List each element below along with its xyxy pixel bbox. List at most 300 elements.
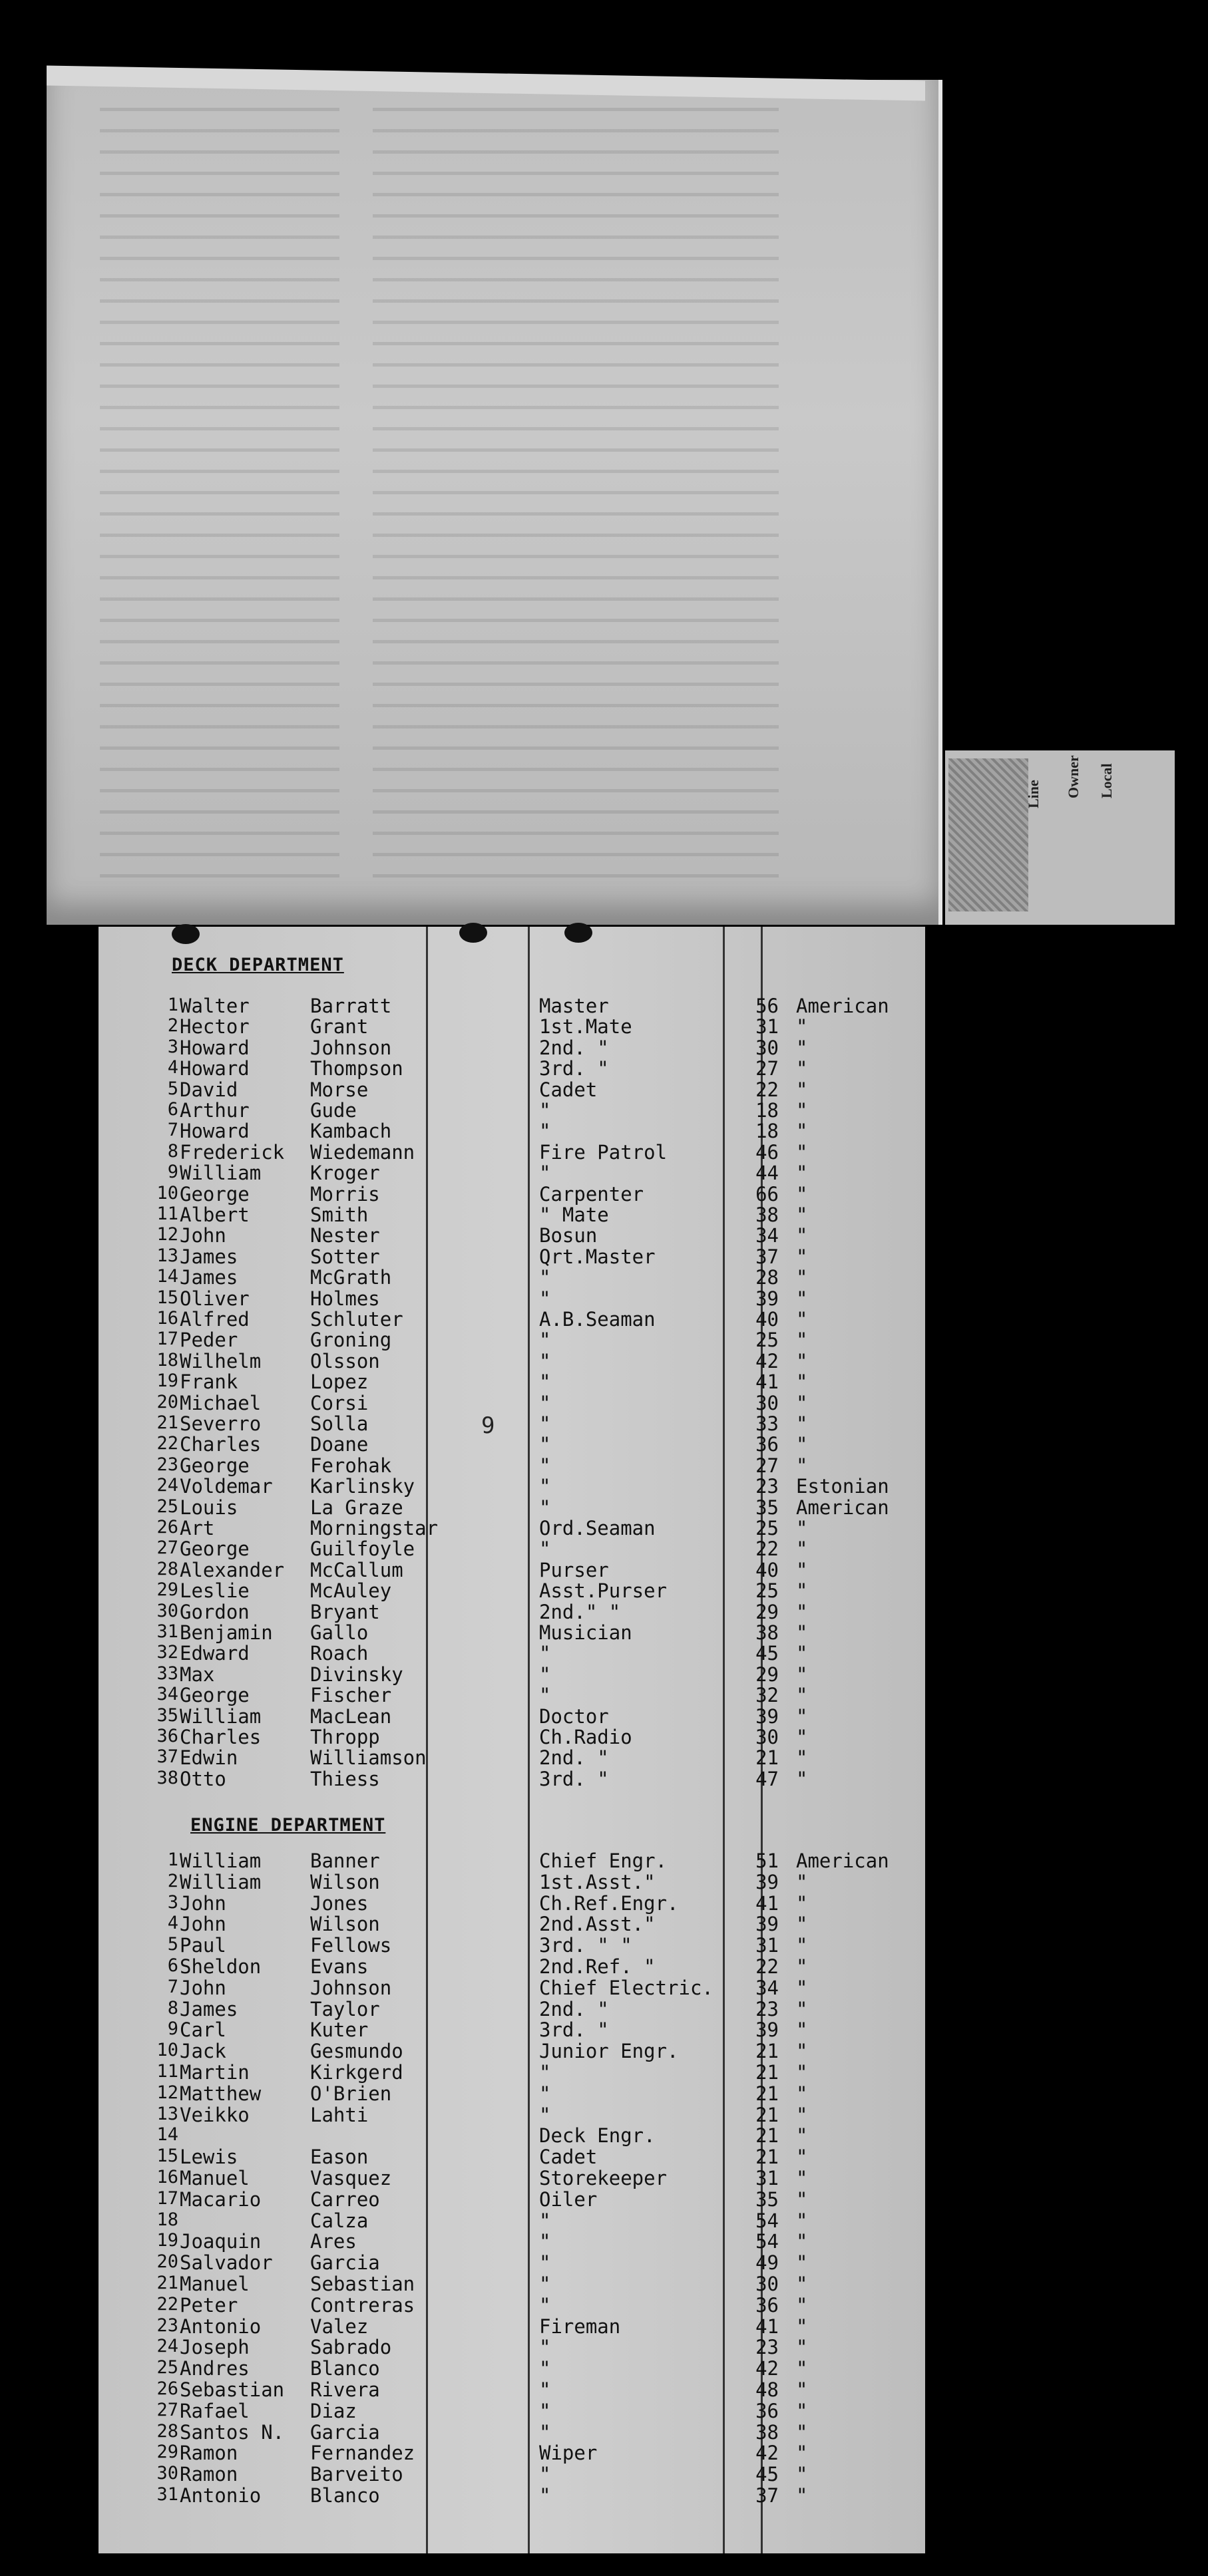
rank: " [539,1287,551,1310]
last-name: La Graze [310,1496,403,1519]
last-name: Barveito [310,2463,403,2486]
nationality: " [796,1370,808,1394]
nationality: " [796,1934,808,1957]
engine-crew-row [99,2378,925,2399]
age: 39 [755,1870,779,1893]
first-name: Benjamin [180,1621,273,1644]
age: 39 [755,2018,779,2042]
rank: 3rd. " " [539,1934,632,1957]
nationality: " [796,2357,808,2380]
nationality: " [796,2167,808,2189]
age: 66 [755,1182,779,1206]
rank: Deck Engr. [539,2124,656,2148]
age: 21 [755,2146,779,2169]
crew-number: 12 [156,1224,178,1245]
last-name: Guilfoyle [310,1537,415,1561]
deck-crew-row [99,1496,925,1517]
nationality: " [796,1579,808,1603]
age: 32 [755,1684,779,1707]
age: 39 [755,1913,779,1936]
deck-crew-row [99,1726,925,1746]
nationality: " [796,2463,808,2486]
deck-crew-row [99,1078,925,1099]
first-name: William [180,1870,262,1893]
deck-crew-row [99,1245,925,1266]
rank: " [539,2378,551,2401]
age: 46 [755,1140,779,1164]
last-name: Solla [310,1412,369,1435]
nationality: " [796,2378,808,2401]
first-name: Joaquin [180,2230,262,2253]
deck-crew-row [99,1684,925,1707]
crew-number: 21 [156,2273,178,2293]
deck-crew-row [99,1099,925,1120]
nationality: " [796,2209,808,2232]
nationality: " [796,2399,808,2422]
first-name: Alexander [180,1558,285,1581]
deck-crew-row [99,1746,925,1770]
age: 35 [755,1496,779,1519]
nationality: Estonian [796,1475,889,1498]
nationality: " [796,1266,808,1289]
engine-crew-row [99,2336,925,2359]
first-name: George [180,1537,250,1561]
last-name: Roach [310,1642,369,1665]
first-name: Voldemar [180,1475,273,1498]
first-name: Antonio [180,2484,262,2507]
rank: " [539,1329,551,1352]
last-name: Wiedemann [310,1140,415,1164]
first-name: Louis [180,1496,238,1519]
rank: " [539,2209,551,2232]
age: 47 [755,1767,779,1790]
nationality: " [796,2251,808,2275]
engine-crew-row [99,2124,925,2148]
engine-crew-row [99,2061,925,2082]
crew-number: 28 [156,2420,178,2442]
stamp-mark [948,758,1028,911]
age: 23 [755,1997,779,2020]
nationality: " [796,2061,808,2084]
age: 45 [755,2463,779,2486]
deck-department-heading: DECK DEPARTMENT [172,955,344,975]
engine-crew-row [99,1998,925,2018]
bleed-through-text [506,93,705,878]
first-name: William [180,1162,262,1185]
nationality: " [796,1329,808,1352]
age: 30 [755,1036,779,1059]
deck-crew-row [99,1768,925,1788]
nationality: " [796,1057,808,1080]
crew-number: 9 [167,1162,178,1183]
crew-number: 22 [156,1433,178,1454]
rank: Musician [539,1621,632,1644]
nationality: " [796,2018,808,2042]
first-name: Hector [180,1015,250,1039]
last-name: McCallum [310,1558,403,1581]
age: 41 [755,1370,779,1394]
crew-number: 15 [156,2146,178,2167]
crew-number: 1 [167,1850,178,1870]
age: 42 [755,2357,779,2380]
nationality: American [796,995,889,1017]
crew-number: 34 [156,1684,178,1705]
nationality: " [796,1349,808,1372]
last-name: Garcia [310,2420,380,2444]
crew-number: 14 [156,2124,178,2146]
rank: " [539,1120,551,1143]
nationality: " [796,1308,808,1331]
rank: Ch.Ref.Engr. [539,1891,679,1915]
nationality: " [796,1412,808,1435]
age: 21 [755,2061,779,2084]
first-name: John [180,1913,226,1936]
nationality: " [796,2103,808,2126]
age: 38 [755,1204,779,1226]
rank: " [539,2484,551,2507]
crew-number: 8 [167,1997,178,2018]
engine-crew-row [99,1892,925,1913]
first-name: Frederick [180,1140,285,1164]
last-name: Nester [310,1224,380,1247]
first-name: George [180,1454,250,1477]
first-name: Walter [180,995,250,1017]
deck-crew-row [99,1663,925,1684]
crew-number: 19 [156,1370,178,1392]
rank: " [539,1099,551,1122]
last-name: Taylor [310,1997,380,2020]
deck-crew-row [99,1224,925,1245]
last-name: Lopez [310,1370,369,1394]
rank: " [539,1475,551,1498]
nationality: " [796,1642,808,1665]
first-name: Oliver [180,1287,250,1310]
last-name: Divinsky [310,1663,403,1686]
engine-crew-row [99,2082,925,2103]
rank: " [539,2293,551,2317]
crew-number: 38 [156,1767,178,1788]
rank: 3rd. " [539,1057,609,1080]
last-name: Fischer [310,1684,392,1707]
crew-number: 5 [167,1934,178,1955]
first-name: William [180,1850,262,1872]
age: 49 [755,2251,779,2275]
last-name: Gesmundo [310,2040,403,2063]
crew-number: 20 [156,2251,178,2273]
last-name: Smith [310,1204,369,1226]
age: 44 [755,1162,779,1185]
rank: Storekeeper [539,2167,668,2189]
engine-crew-row [99,1850,925,1870]
rank: Oiler [539,2187,598,2211]
crew-number: 29 [156,1579,178,1601]
last-name: Corsi [310,1391,369,1414]
nationality: " [796,1287,808,1310]
last-name: Schluter [310,1308,403,1331]
crew-number: 13 [156,2103,178,2124]
deck-crew-row [99,1266,925,1287]
crew-number: 29 [156,2442,178,2463]
first-name: Howard [180,1120,250,1143]
age: 18 [755,1120,779,1143]
first-name: Manuel [180,2273,250,2295]
last-name: Ferohak [310,1454,392,1477]
rank: Fireman [539,2315,621,2338]
nationality: American [796,1850,889,1872]
nationality: " [796,2315,808,2338]
engine-crew-row [99,1871,925,1891]
crew-number: 11 [156,1204,178,1224]
nationality: " [796,1433,808,1456]
last-name: Sebastian [310,2273,415,2295]
last-name: Williamson [310,1746,427,1770]
crew-number: 27 [156,1537,178,1559]
rank: Ord.Seaman [539,1517,656,1539]
crew-number: 31 [156,2484,178,2505]
nationality: " [796,1913,808,1936]
age: 30 [755,2273,779,2295]
age: 23 [755,1475,779,1498]
first-name: Michael [180,1391,262,1414]
rank: " [539,2061,551,2084]
last-name: Blanco [310,2484,380,2507]
age: 38 [755,1621,779,1644]
first-name: Matthew [180,2082,262,2105]
deck-crew-row [99,1454,925,1475]
age: 27 [755,1057,779,1080]
last-name: Bryant [310,1600,380,1623]
crew-number: 19 [156,2230,178,2251]
deck-crew-row [99,1601,925,1621]
deck-crew-row [99,1475,925,1496]
crew-number: 23 [156,2315,178,2336]
crew-number: 24 [156,2336,178,2357]
last-name: O'Brien [310,2082,392,2105]
first-name: Arthur [180,1099,250,1122]
rank: Asst.Purser [539,1579,668,1603]
last-name: Contreras [310,2293,415,2317]
deck-crew-row [99,1621,925,1642]
deck-crew-row [99,995,925,1015]
nationality: " [796,1558,808,1581]
nationality: " [796,1767,808,1790]
crew-number: 15 [156,1287,178,1308]
age: 31 [755,1015,779,1039]
first-name: Sebastian [180,2378,285,2401]
deck-crew-row [99,1141,925,1162]
age: 40 [755,1308,779,1331]
last-name: Johnson [310,1976,392,1999]
deck-crew-row [99,1370,925,1394]
nationality: " [796,1621,808,1644]
first-name: Joseph [180,2336,250,2359]
rank: Carpenter [539,1182,644,1206]
last-name: Grant [310,1015,369,1039]
first-name: Art [180,1517,215,1539]
crew-number: 16 [156,1308,178,1329]
engine-crew-row [99,2357,925,2378]
crew-number: 17 [156,2187,178,2209]
rank: Doctor [539,1704,609,1728]
first-name: Max [180,1663,215,1686]
last-name: Banner [310,1850,380,1872]
crew-number: 2 [167,1870,178,1891]
first-name: Edwin [180,1746,238,1770]
crew-number: 2 [167,1015,178,1037]
nationality: " [796,2124,808,2148]
deck-crew-row [99,1204,925,1224]
rank: " [539,1642,551,1665]
age: 54 [755,2230,779,2253]
first-name: David [180,1078,238,1101]
rank: Chief Electric. [539,1976,713,1999]
crew-number: 25 [156,1496,178,1517]
age: 28 [755,1266,779,1289]
engine-crew-row [99,2463,925,2484]
last-name: Holmes [310,1287,380,1310]
nationality: " [796,1078,808,1101]
nationality: " [796,1454,808,1477]
age: 29 [755,1600,779,1623]
tab-label-line: Line [1025,780,1042,808]
nationality: " [796,1955,808,1978]
last-name: Lahti [310,2103,369,2126]
nationality: " [796,1726,808,1748]
crew-number: 24 [156,1475,178,1496]
engine-crew-row [99,2294,925,2315]
first-name: Howard [180,1036,250,1059]
first-name: William [180,1704,262,1728]
crew-number: 4 [167,1057,178,1078]
age: 23 [755,2336,779,2359]
first-name: Martin [180,2061,250,2084]
crew-number: 32 [156,1642,178,1663]
age: 37 [755,2484,779,2507]
last-name: Ares [310,2230,357,2253]
rank: Fire Patrol [539,1140,668,1164]
last-name: Morningstar [310,1517,439,1539]
last-name: McGrath [310,1266,392,1289]
first-name: Salvador [180,2251,273,2275]
engine-crew-row [99,1977,925,1997]
first-name: Lewis [180,2146,238,2169]
rank: Bosun [539,1224,598,1247]
age: 42 [755,2442,779,2465]
crew-number: 10 [156,1182,178,1204]
engine-crew-row [99,2251,925,2275]
crew-number: 23 [156,1454,178,1475]
crew-number: 11 [156,2061,178,2082]
age: 25 [755,1329,779,1352]
nationality: " [796,1120,808,1143]
engine-crew-row [99,2040,925,2063]
first-name: John [180,1891,226,1915]
age: 37 [755,1245,779,1268]
nationality: " [796,1245,808,1268]
crew-number: 14 [156,1266,178,1287]
first-name: James [180,1997,238,2020]
first-name: Sheldon [180,1955,262,1978]
rank: Wiper [539,2442,598,2465]
crew-number: 37 [156,1746,178,1768]
crew-number: 35 [156,1704,178,1726]
last-name: Garcia [310,2251,380,2275]
last-name: Kambach [310,1120,392,1143]
crew-number: 21 [156,1412,178,1433]
bleed-through-text [373,93,506,878]
rank: Cadet [539,2146,598,2169]
age: 22 [755,1078,779,1101]
deck-crew-row [99,1350,925,1370]
crew-number: 12 [156,2082,178,2103]
nationality: " [796,1391,808,1414]
last-name: Gude [310,1099,357,1122]
age: 30 [755,1391,779,1414]
rank: A.B.Seaman [539,1308,656,1331]
deck-crew-row [99,1287,925,1308]
last-name: Thiess [310,1767,380,1790]
nationality: " [796,1036,808,1059]
age: 51 [755,1850,779,1872]
first-name: Frank [180,1370,238,1394]
punch-hole [459,923,487,943]
nationality: " [796,1015,808,1039]
last-name: Rivera [310,2378,380,2401]
rank: " [539,1266,551,1289]
age: 42 [755,1349,779,1372]
last-name: Carreo [310,2187,380,2211]
first-name: Wilhelm [180,1349,262,1372]
deck-crew-row [99,1015,925,1039]
age: 48 [755,2378,779,2401]
last-name: Vasquez [310,2167,392,2189]
engine-crew-row [99,2167,925,2187]
nationality: " [796,1663,808,1686]
deck-crew-row [99,1579,925,1603]
first-name: John [180,1976,226,1999]
last-name: Eason [310,2146,369,2169]
crew-number: 26 [156,2378,178,2399]
rank: " [539,1537,551,1561]
rank: " [539,1412,551,1435]
crew-number: 9 [167,2018,178,2040]
punch-hole [172,924,200,944]
nationality: " [796,1600,808,1623]
first-name: George [180,1684,250,1707]
first-name: Antonio [180,2315,262,2338]
rank: " [539,1162,551,1185]
deck-crew-row [99,1162,925,1185]
crew-number: 8 [167,1140,178,1162]
first-name: Otto [180,1767,226,1790]
nationality: " [796,1099,808,1122]
last-name: Kroger [310,1162,380,1185]
age: 36 [755,1433,779,1456]
rank: " [539,1663,551,1686]
age: 25 [755,1517,779,1539]
last-name: Kirkgerd [310,2061,403,2084]
nationality: " [796,1162,808,1185]
engine-crew-row [99,2273,925,2293]
deck-crew-row [99,1329,925,1352]
engine-crew-row [99,2421,925,2442]
nationality: " [796,1224,808,1247]
crew-number: 3 [167,1036,178,1057]
deck-crew-row [99,1433,925,1454]
tab-label-local: Local [1098,763,1115,798]
deck-crew-row [99,1037,925,1057]
deck-crew-row [99,1559,925,1579]
